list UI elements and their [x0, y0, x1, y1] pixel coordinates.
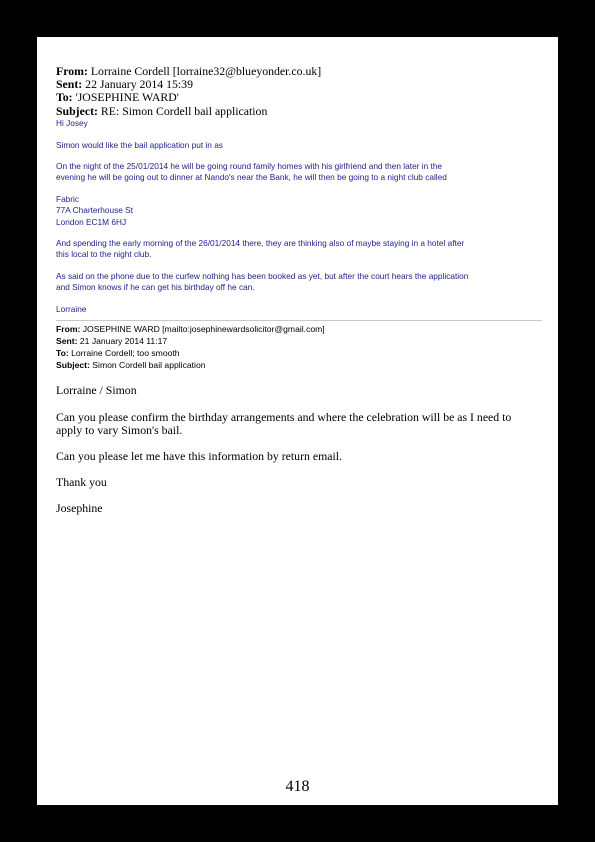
original-subject-row: [56, 360, 541, 372]
original-from-label: From:: [56, 324, 81, 335]
document-page: [37, 37, 558, 805]
reply-sent-label: Sent:: [56, 77, 83, 92]
original-to-row: [56, 348, 541, 360]
venue-name: Fabric: [56, 194, 80, 205]
original-sent-row: [56, 336, 541, 348]
venue-street: 77A Charterhouse St: [56, 205, 134, 216]
original-sent-label: Sent:: [56, 336, 78, 347]
reply-header: [56, 65, 541, 118]
original-subject-value: Simon Cordell bail application: [92, 359, 206, 370]
original-paragraph-1-line-1: Can you please confirm the birthday arrangements and where the celebration will be as I need to: [56, 409, 512, 424]
original-to-value: Lorraine Cordell; too smooth: [71, 347, 180, 358]
reply-subject-row: [56, 105, 541, 118]
reply-body: [56, 118, 541, 315]
reply-paragraph-4-line-1: As said on the phone due to the curfew nothing has been booked as yet, but after the court hears the application: [56, 271, 469, 282]
reply-paragraph-4-line-2: and Simon knows if he can get his birthday off he can.: [56, 282, 255, 293]
original-paragraph-1-line-2: apply to vary Simon's bail.: [56, 422, 183, 437]
reply-paragraph-2-line-1: On the night of the 25/01/2014 he will be going round family homes with his girlfriend and then later in the: [56, 161, 443, 172]
reply-to-value: 'JOSEPHINE WARD': [75, 90, 179, 105]
quoted-message-divider: [56, 320, 542, 321]
reply-signoff: Lorraine: [56, 304, 87, 315]
reply-to-label: To:: [56, 90, 73, 105]
reply-paragraph-1: Simon would like the bail application put in as: [56, 139, 223, 150]
original-paragraph-2: Can you please let me have this information by return email.: [56, 449, 342, 464]
original-to-label: To:: [56, 347, 69, 358]
reply-greeting: Hi Josey: [56, 117, 88, 128]
reply-paragraph-2-line-2: evening he will be going out to dinner at Nando's near the Bank, he will then be going to a night club called: [56, 172, 447, 183]
reply-from-label: From:: [56, 64, 88, 78]
original-closing: Thank you: [56, 475, 107, 490]
original-salutation: Lorraine / Simon: [56, 383, 137, 398]
original-from-value: JOSEPHINE WARD [mailto:josephinewardsolicitor@gmail.com]: [82, 324, 325, 335]
reply-paragraph-3-line-2: this local to the night club.: [56, 249, 152, 260]
reply-sent-value: 22 January 2014 15:39: [85, 77, 193, 92]
original-body: [56, 384, 541, 515]
original-header: [56, 324, 541, 371]
email-thread: [56, 65, 541, 516]
reply-subject-value: RE: Simon Cordell bail application: [100, 103, 268, 118]
original-subject-label: Subject:: [56, 359, 90, 370]
original-sent-value: 21 January 2014 11:17: [79, 336, 168, 347]
reply-paragraph-3-line-1: And spending the early morning of the 26/01/2014 there, they are thinking also of maybe staying in a hotel after: [56, 238, 465, 249]
reply-from-value: Lorraine Cordell [lorraine32@blueyonder.co.uk]: [90, 64, 322, 78]
venue-city-postcode: London EC1M 6HJ: [56, 216, 127, 227]
original-from-row: [56, 324, 541, 336]
page-number: 418: [285, 778, 310, 795]
original-signature: Josephine: [56, 501, 103, 516]
reply-subject-label: Subject:: [56, 103, 98, 118]
